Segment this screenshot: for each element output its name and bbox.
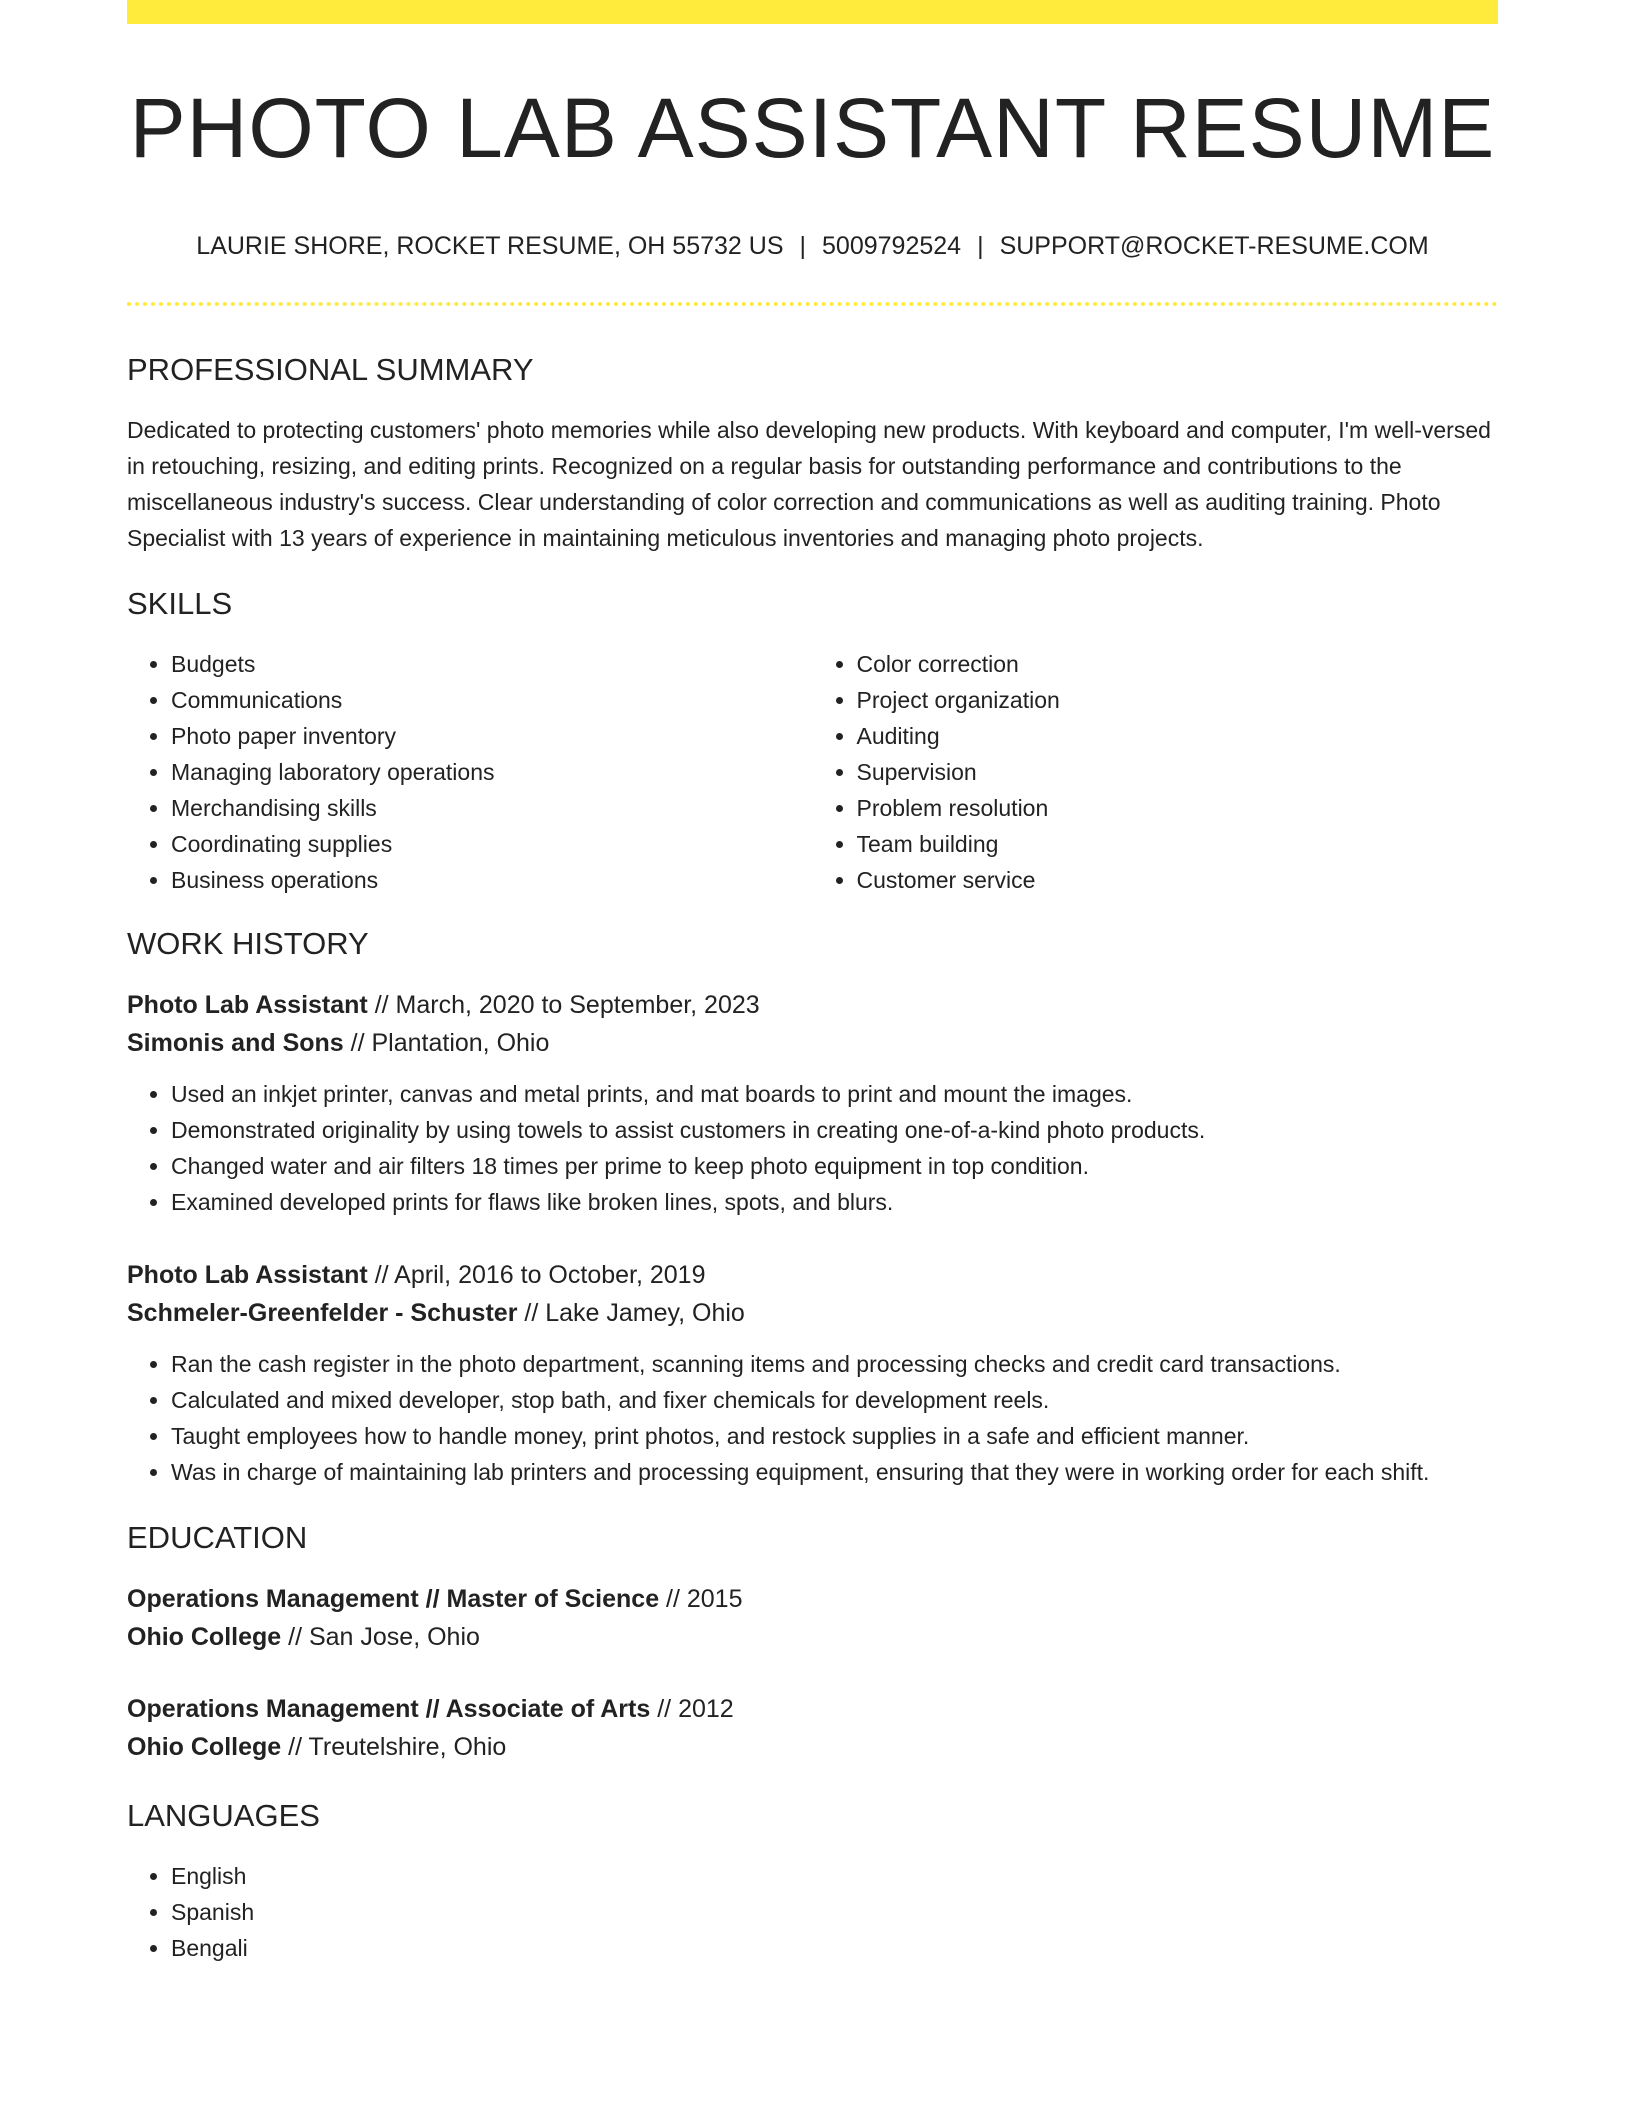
skill-item: • Supervision [857,754,1499,790]
job-bullet: • Was in charge of maintaining lab printers and processing equipment, ensuring that they were in working order for each shift. [171,1454,1498,1490]
skill-item: • Team building [857,826,1499,862]
job-bullet: • Examined developed prints for flaws like broken lines, spots, and blurs. [171,1184,1498,1220]
job-company-line [127,1024,1498,1062]
resume-title: PHOTO LAB ASSISTANT RESUME [129,81,1496,175]
education-location: // Treutelshire, Ohio [281,1733,507,1761]
job-title-line [127,986,1498,1024]
job-location: // Lake Jamey, Ohio [517,1299,745,1327]
languages-heading: LANGUAGES [127,1798,320,1833]
job-bullet: • Calculated and mixed developer, stop bath, and fixer chemicals for development reels. [171,1382,1498,1418]
education-heading: EDUCATION [127,1520,308,1555]
language-item: • English [171,1858,1498,1894]
education-school: Ohio College [127,1623,282,1651]
job-bullet: • Taught employees how to handle money, print photos, and restock supplies in a safe and efficient manner. [171,1418,1498,1454]
education-school: Ohio College [127,1733,282,1761]
dotted-divider [127,302,1498,306]
education-entry [127,1690,1498,1766]
skill-item: • Coordinating supplies [171,826,813,862]
contact-phone: 5009792524 [822,232,962,260]
education-location: // San Jose, Ohio [281,1623,480,1651]
skill-item: • Problem resolution [857,790,1499,826]
work-history-heading: WORK HISTORY [127,926,369,961]
skill-item: • Communications [171,682,813,718]
education-degree: Operations Management // Master of Science [127,1585,660,1613]
job-dates: // April, 2016 to October, 2019 [367,1261,706,1289]
skill-item: • Auditing [857,718,1499,754]
summary-heading: PROFESSIONAL SUMMARY [127,352,534,387]
language-item: • Spanish [171,1894,1498,1930]
contact-separator: | [977,232,984,260]
skill-item: • Merchandising skills [171,790,813,826]
contact-line [127,230,1498,262]
contact-address: LAURIE SHORE, ROCKET RESUME, OH 55732 US [196,232,784,260]
language-item: • Bengali [171,1930,1498,1966]
education-school-line [127,1618,1498,1656]
job-company: Schmeler-Greenfelder - Schuster [127,1299,518,1327]
summary-text: Dedicated to protecting customers' photo memories while also developing new products. With keyboard and computer, I'm well-versed in retouching, resizing, and editing prints. Recognized on a regular basis for outstanding performance and contributions to the miscellaneous industry's success. Clear understanding of color correction and communications as well as auditing training. Photo Specialist with 13 years of experience in maintaining meticulous inventories and managing photo projects. [127,417,1491,551]
education-school-line [127,1728,1498,1766]
resume-content [127,0,1498,1966]
job-bullet: • Ran the cash register in the photo department, scanning items and processing checks and credit card transactions. [171,1346,1498,1382]
job-company-line [127,1294,1498,1332]
job-entry [127,1256,1498,1490]
skills-list-right [813,646,1499,898]
job-dates: // March, 2020 to September, 2023 [367,991,760,1019]
job-title-line [127,1256,1498,1294]
job-title: Photo Lab Assistant [127,991,368,1019]
education-degree-line [127,1580,1498,1618]
job-bullet: • Changed water and air filters 18 times per prime to keep photo equipment in top condition. [171,1148,1498,1184]
skill-item: • Budgets [171,646,813,682]
contact-email: SUPPORT@ROCKET-RESUME.COM [999,232,1429,260]
skill-item: • Customer service [857,862,1499,898]
skill-item: • Color correction [857,646,1499,682]
job-title: Photo Lab Assistant [127,1261,368,1289]
job-bullet: • Demonstrated originality by using towels to assist customers in creating one-of-a-kind photo products. [171,1112,1498,1148]
contact-separator: | [799,232,807,260]
job-entry [127,986,1498,1220]
job-bullet: • Used an inkjet printer, canvas and metal prints, and mat boards to print and mount the images. [171,1076,1498,1112]
job-company: Simonis and Sons [127,1029,344,1057]
skill-item: • Managing laboratory operations [171,754,813,790]
education-year: // 2015 [659,1585,743,1613]
education-degree: Operations Management // Associate of Arts [127,1695,651,1723]
education-entry [127,1580,1498,1656]
job-location: // Plantation, Ohio [343,1029,550,1057]
skills-heading: SKILLS [127,586,233,621]
skill-item: • Project organization [857,682,1499,718]
job-bullets [127,1346,1498,1490]
skill-item: • Business operations [171,862,813,898]
skills-columns [127,646,1498,898]
languages-list [127,1858,1498,1966]
education-year: // 2012 [650,1695,734,1723]
job-bullets [127,1076,1498,1220]
education-degree-line [127,1690,1498,1728]
skill-item: • Photo paper inventory [171,718,813,754]
skills-list-left [127,646,813,898]
